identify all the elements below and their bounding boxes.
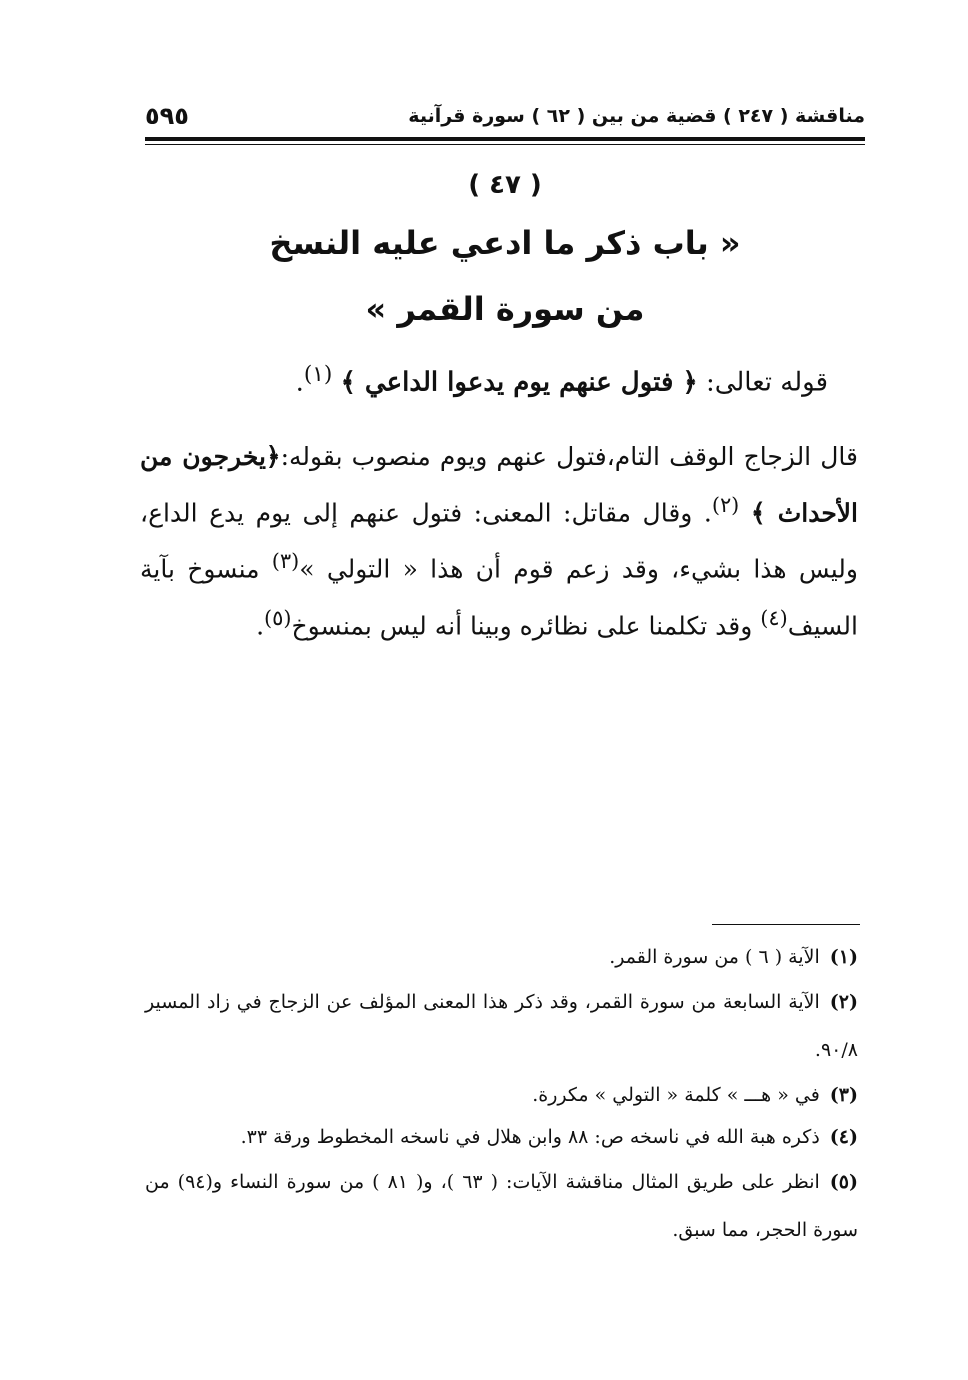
footnote-number: (١) (829, 946, 858, 968)
footnote-ref-3: (٣) (271, 549, 300, 574)
footnote-number: (٣) (829, 1084, 858, 1106)
footnote-separator (712, 924, 860, 925)
footnote-5 (145, 1158, 858, 1254)
body-text-e: . (256, 610, 265, 640)
footnote-number: (٤) (829, 1126, 858, 1148)
chapter-heading-line2: من سورة القمر » (365, 290, 645, 328)
body-text-a: قال الزجاج الوقف التام،فتول عنهم ويوم منصوب بقوله: (280, 442, 858, 471)
quran-quote: ﴿يخرجون من الأحداث ﴾ (140, 442, 858, 528)
footnote-2 (145, 978, 858, 1074)
body-text-d: وقد تكلمنا على نظائره وبينا أنه ليس بمنسوخ (291, 610, 761, 640)
page-number: ٥٩٥ (145, 102, 189, 130)
footnote-3 (145, 1074, 858, 1116)
footnotes-list (145, 936, 858, 1254)
footnote-text: ذكره هبة الله في ناسخه ص: ٨٨ وابن هلال في ناسخه المخطوط ورقة ٣٣. (240, 1126, 820, 1148)
body-paragraph (140, 433, 858, 650)
running-title: مناقشة ( ٢٤٧ ) قضية من بين ( ٦٢ ) سورة قرآنية (408, 105, 865, 127)
footnote-number: (٢) (829, 991, 858, 1013)
header-rule-thin (145, 144, 865, 145)
verse-end: . (295, 367, 304, 398)
footnote-4 (145, 1116, 858, 1158)
chapter-number: ( ٤٧ ) (468, 170, 542, 200)
footnote-number: (٥) (829, 1171, 858, 1193)
verse-line (295, 362, 828, 398)
body-text-c: منسوخ بآية السيف (140, 554, 858, 640)
quran-verse: ﴿ فتول عنهم يوم يدعوا الداعي ﴾ (340, 367, 698, 398)
footnote-ref-2: (٢) (711, 493, 740, 517)
page-header (145, 96, 865, 136)
verse-intro: قوله تعالى: (705, 367, 828, 398)
body-text-b: . وقال مقاتل: المعنى: فتول عنهم إلى يوم يدع الداع، وليس هذا بشيء، وقد زعم قوم أن هذا « التولي » (140, 498, 858, 584)
footnote-ref-5: (٥) (264, 605, 292, 630)
header-rule-thick (145, 137, 865, 141)
footnote-text: في « هـــ » كلمة « التولي » مكررة. (532, 1084, 820, 1106)
footnote-text: انظر على طريق المثال مناقشة الآيات: ( ٦٣ )، و( ٨١ ) من سورة النساء و(٩٤) من سورة الحجر، مما سبق. (145, 1171, 858, 1241)
footnote-text: الآية ( ٦ ) من سورة القمر. (609, 946, 820, 968)
footnote-1 (145, 936, 858, 978)
footnote-text: الآية السابعة من سورة القمر، وقد ذكر هذا المعنى المؤلف عن الزجاج في زاد المسير ٩٠/٨. (145, 991, 858, 1061)
footnote-ref-1: (١) (303, 362, 333, 387)
footnote-ref-4: (٤) (760, 605, 788, 630)
chapter-heading-line1: « باب ذكر ما ادعي عليه النسخ (269, 224, 741, 262)
